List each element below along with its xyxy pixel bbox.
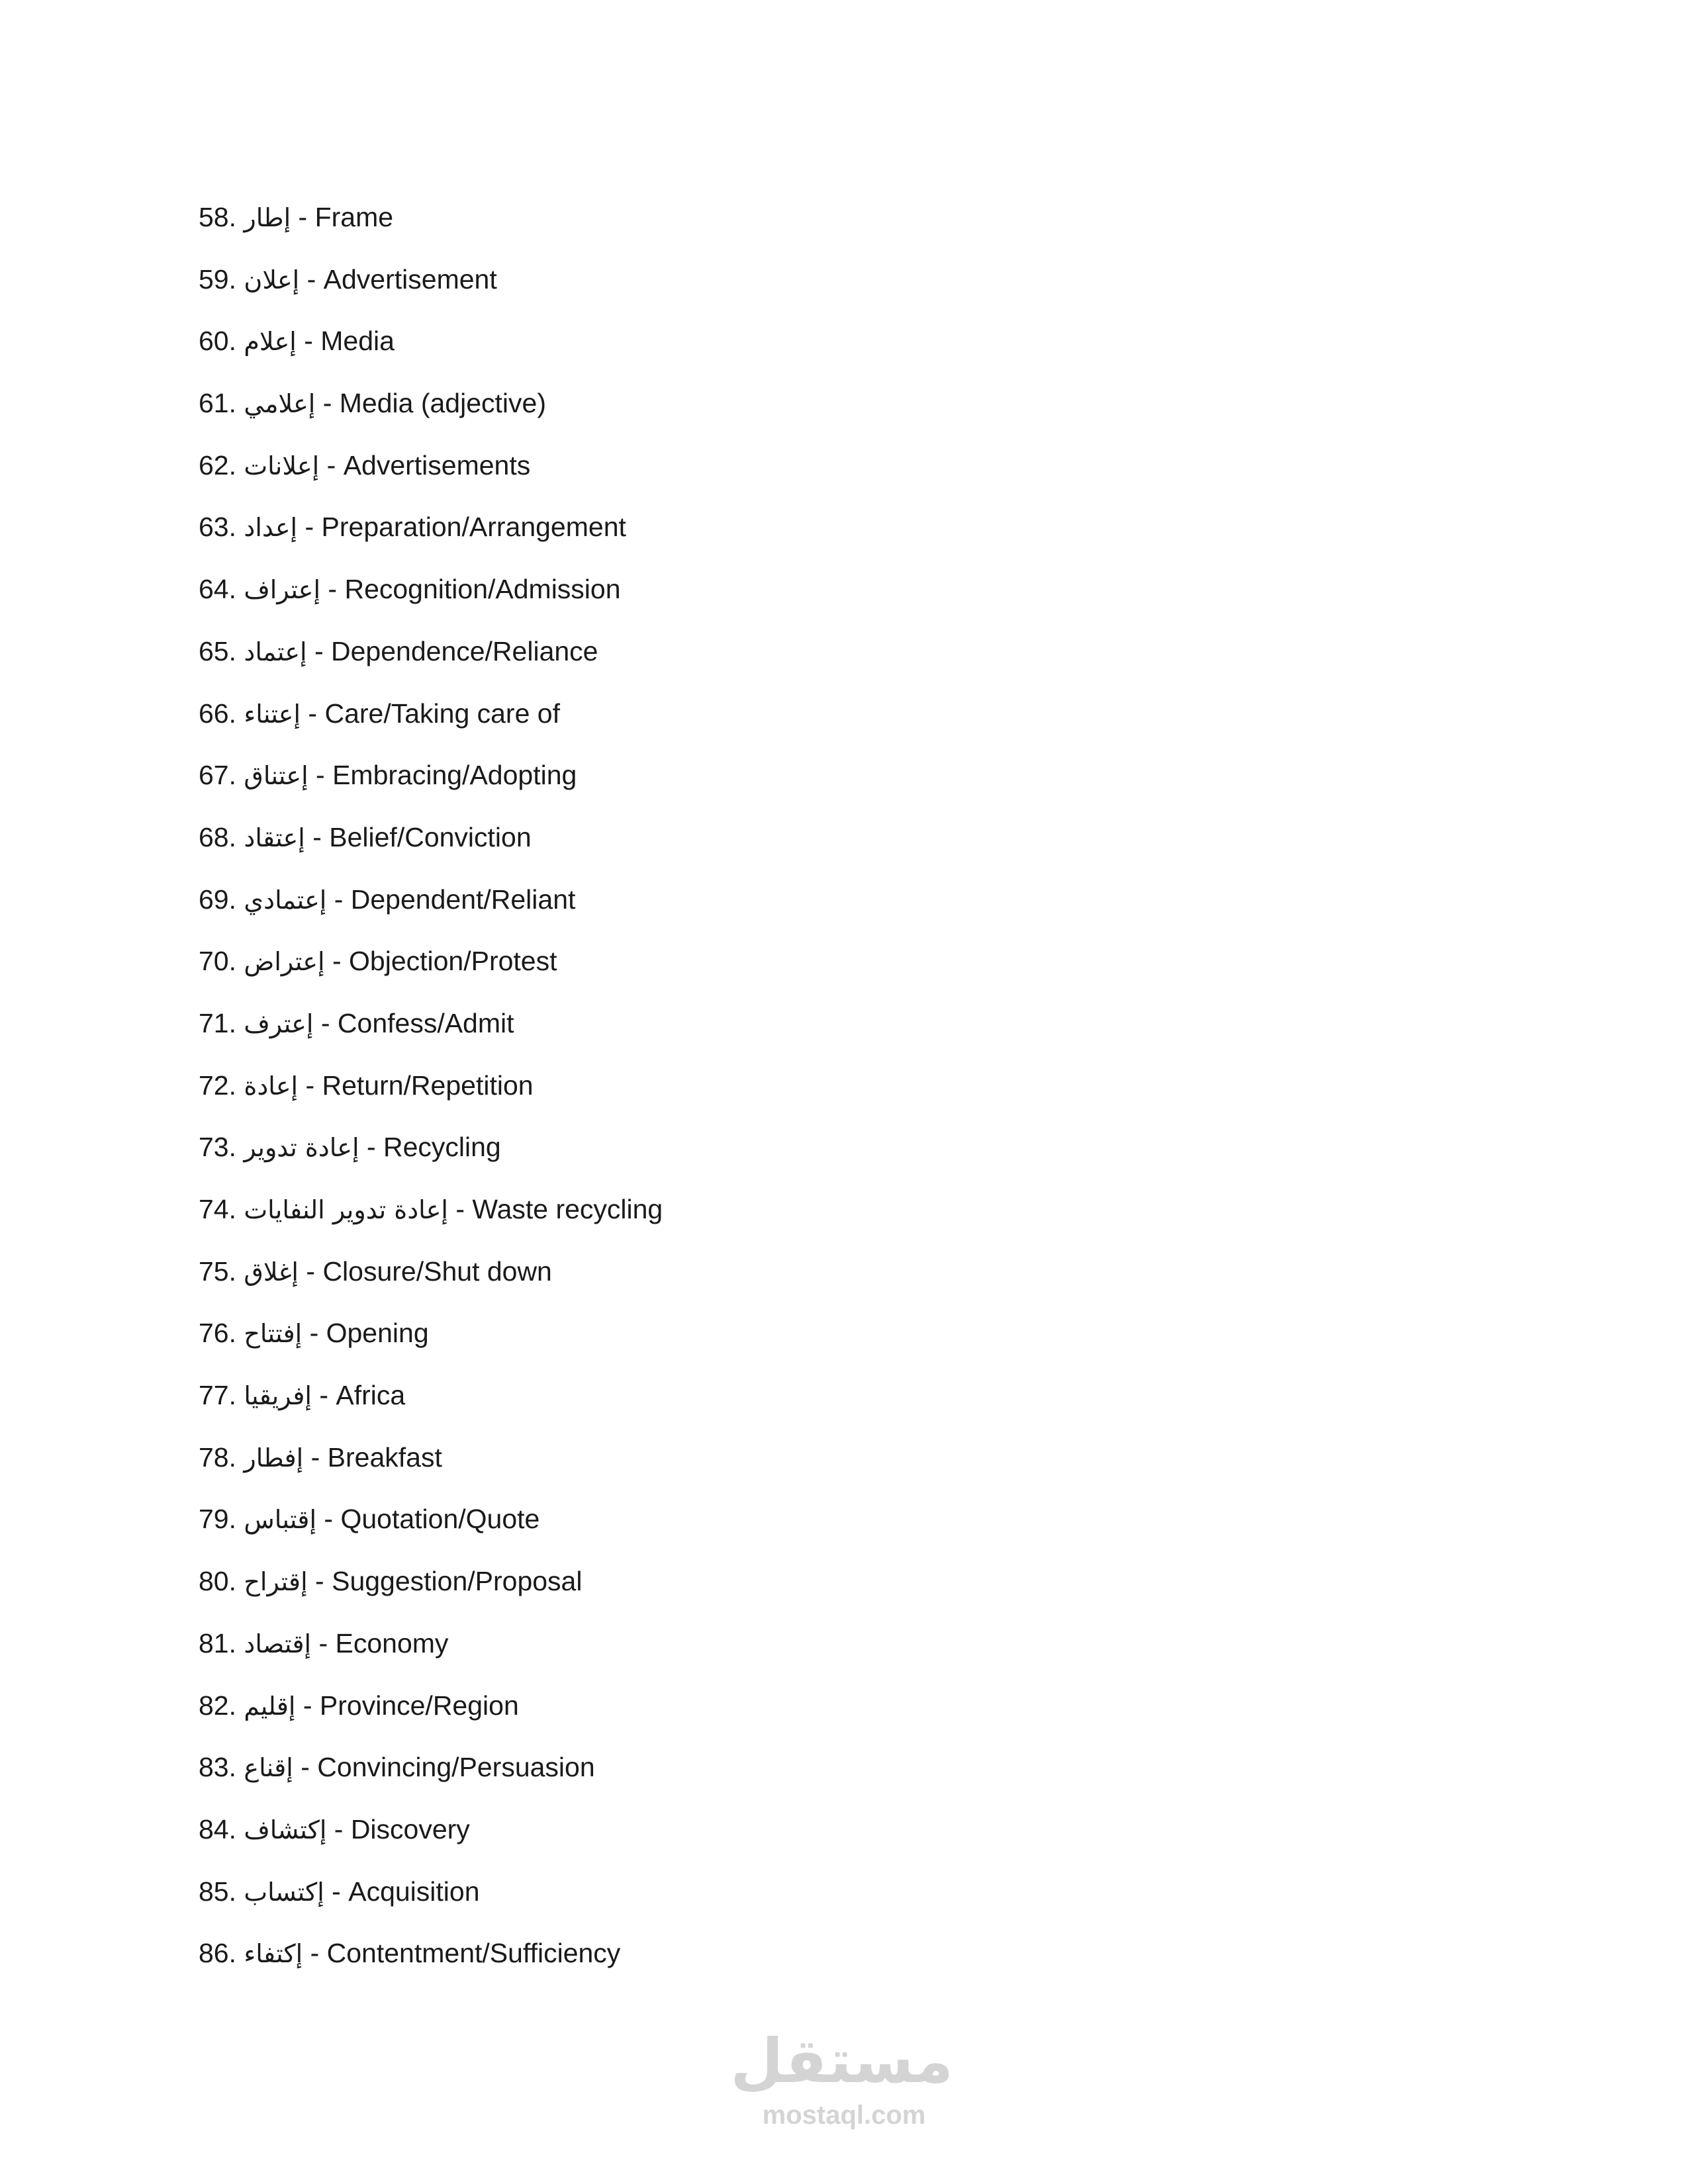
entry-number: 66. [199, 698, 236, 729]
entry-english-translation: Economy [335, 1627, 449, 1659]
entry-separator: - [316, 1504, 341, 1535]
entry-arabic-word: إكتشاف [244, 1815, 327, 1844]
entry-arabic-word: إعادة [244, 1071, 299, 1101]
entry-separator: - [320, 574, 345, 605]
entry-arabic-word: إقتراح [244, 1567, 308, 1597]
list-item [199, 1189, 1456, 1251]
entry-separator: - [291, 202, 315, 232]
entry-arabic-word: إعتماد [244, 637, 307, 666]
list-item [199, 1623, 1456, 1686]
entry-english-translation: Quotation/Quote [340, 1504, 540, 1535]
entry-separator: - [299, 263, 324, 295]
entry-number: 59. [199, 263, 236, 295]
entry-number: 60. [199, 326, 236, 357]
list-item [199, 1375, 1456, 1437]
entry-arabic-word: إعتراف [244, 575, 321, 605]
entry-english-translation: Suggestion/Proposal [332, 1566, 583, 1597]
entry-number: 73. [199, 1132, 236, 1163]
entry-english-translation: Acquisition [348, 1876, 480, 1907]
entry-number: 83. [199, 1752, 236, 1783]
entry-arabic-word: إغلاق [244, 1257, 299, 1287]
entry-separator: - [302, 1318, 326, 1349]
list-item [199, 507, 1456, 569]
list-item [199, 941, 1456, 1003]
entry-arabic-word: إعترف [244, 1009, 314, 1038]
list-item [199, 694, 1456, 756]
entry-separator: - [293, 1752, 318, 1783]
entry-arabic-word: إعتناق [244, 761, 308, 791]
entry-english-translation: Recycling [383, 1132, 501, 1163]
entry-english-translation: Care/Taking care of [324, 698, 560, 729]
entry-arabic-word: إعتقاد [244, 823, 305, 852]
entry-arabic-word: إقتصاد [244, 1629, 312, 1659]
entry-english-translation: Recognition/Admission [344, 574, 621, 605]
entry-english-translation: Contentment/Sufficiency [326, 1938, 621, 1969]
list-item [199, 1251, 1456, 1314]
entry-separator: - [306, 635, 332, 666]
list-item [199, 1809, 1456, 1872]
entry-arabic-word: إفطار [244, 1443, 304, 1473]
entry-separator: - [297, 512, 322, 543]
entry-separator: - [308, 760, 333, 791]
entry-arabic-word: إكتساب [244, 1877, 324, 1907]
list-item [199, 1066, 1456, 1128]
entry-english-translation: Closure/Shut down [322, 1255, 552, 1287]
entry-arabic-word: إفريقيا [244, 1381, 312, 1411]
entry-number: 80. [199, 1566, 236, 1597]
entry-number: 77. [199, 1380, 236, 1411]
vocabulary-list [199, 197, 1456, 1995]
list-item [199, 1561, 1456, 1623]
list-item [199, 1686, 1456, 1748]
entry-english-translation: Confess/Admit [337, 1007, 514, 1038]
entry-number: 81. [199, 1627, 236, 1659]
entry-number: 86. [199, 1938, 236, 1969]
entry-english-translation: Convincing/Persuasion [317, 1752, 595, 1783]
entry-separator: - [326, 1813, 351, 1844]
entry-number: 79. [199, 1504, 236, 1535]
entry-english-translation: Dependent/Reliant [350, 884, 576, 915]
entry-arabic-word: إعداد [244, 513, 298, 543]
watermark-domain: mostaql.com [762, 2101, 926, 2130]
list-item [199, 321, 1456, 383]
entry-english-translation: Return/Repetition [322, 1069, 534, 1101]
entry-english-translation: Media (adjective) [339, 388, 546, 419]
entry-arabic-word: إعلام [244, 327, 297, 357]
entry-arabic-word: إعلانات [244, 451, 320, 480]
entry-english-translation: Media [320, 326, 395, 357]
entry-english-translation: Dependence/Reliance [331, 635, 598, 666]
entry-number: 63. [199, 512, 236, 543]
list-item [199, 1499, 1456, 1561]
entry-number: 85. [199, 1876, 236, 1907]
entry-number: 64. [199, 574, 236, 605]
entry-number: 69. [199, 884, 236, 915]
list-item [199, 1003, 1456, 1066]
list-item [199, 1872, 1456, 1934]
list-item [199, 631, 1456, 694]
entry-number: 62. [199, 449, 236, 480]
entry-number: 84. [199, 1813, 236, 1844]
entry-number: 71. [199, 1007, 236, 1038]
entry-arabic-word: إقليم [244, 1691, 296, 1721]
entry-separator: - [303, 1938, 327, 1969]
list-item [199, 755, 1456, 817]
entry-number: 76. [199, 1318, 236, 1349]
entry-english-translation: Waste recycling [472, 1194, 663, 1224]
list-item [199, 880, 1456, 942]
entry-arabic-word: إعتراض [244, 947, 325, 977]
entry-english-translation: Breakfast [327, 1441, 442, 1473]
entry-english-translation: Opening [326, 1318, 429, 1349]
list-item [199, 817, 1456, 880]
entry-number: 72. [199, 1069, 236, 1101]
entry-separator: - [305, 821, 330, 852]
entry-arabic-word: إعتناء [244, 699, 301, 729]
entry-english-translation: Province/Region [319, 1690, 519, 1721]
entry-english-translation: Advertisement [323, 263, 497, 295]
entry-number: 58. [199, 202, 236, 232]
entry-separator: - [307, 1566, 332, 1597]
list-item [199, 197, 1456, 259]
list-item [199, 445, 1456, 508]
entry-number: 75. [199, 1255, 236, 1287]
entry-english-translation: Frame [314, 202, 394, 232]
entry-separator: - [298, 1069, 322, 1101]
entry-separator: - [326, 884, 351, 915]
entry-english-translation: Africa [336, 1380, 406, 1411]
entry-separator: - [296, 326, 321, 357]
entry-number: 65. [199, 635, 236, 666]
entry-separator: - [324, 946, 350, 977]
entry-separator: - [311, 1380, 336, 1411]
entry-separator: - [303, 1441, 328, 1473]
entry-separator: - [313, 1007, 338, 1038]
watermark [730, 2025, 953, 2144]
list-item [199, 383, 1456, 445]
entry-separator: - [324, 1876, 349, 1907]
entry-arabic-word: إقتباس [244, 1505, 317, 1535]
entry-arabic-word: إعتمادي [244, 885, 327, 915]
entry-number: 68. [199, 821, 236, 852]
entry-arabic-word: إعلامي [244, 389, 316, 419]
entry-arabic-word: إكتفاء [244, 1939, 303, 1969]
entry-separator: - [315, 388, 340, 419]
list-item [199, 1127, 1456, 1189]
list-item [199, 1437, 1456, 1500]
entry-number: 74. [199, 1194, 236, 1224]
entry-separator: - [319, 449, 344, 480]
entry-separator: - [295, 1690, 320, 1721]
entry-separator: - [299, 1255, 323, 1287]
entry-english-translation: Belief/Conviction [329, 821, 532, 852]
entry-arabic-word: إطار [244, 203, 291, 232]
entry-number: 78. [199, 1441, 236, 1473]
list-item [199, 1747, 1456, 1809]
list-item [199, 259, 1456, 322]
list-item [199, 1933, 1456, 1995]
entry-number: 61. [199, 388, 236, 419]
entry-english-translation: Preparation/Arrangement [321, 512, 626, 543]
entry-arabic-word: إقناع [244, 1753, 293, 1783]
entry-english-translation: Discovery [350, 1813, 470, 1844]
entry-arabic-word: إفتتاح [244, 1319, 303, 1349]
entry-arabic-word: إعادة تدوير النفايات [244, 1195, 448, 1224]
entry-separator: - [311, 1627, 336, 1659]
entry-separator: - [301, 698, 325, 729]
entry-separator: - [359, 1132, 383, 1163]
entry-number: 70. [199, 946, 236, 977]
entry-english-translation: Advertisements [343, 449, 531, 480]
entry-number: 82. [199, 1690, 236, 1721]
watermark-logo: مستقل [730, 2026, 953, 2097]
entry-arabic-word: إعلان [244, 265, 300, 295]
list-item [199, 1313, 1456, 1375]
list-item [199, 569, 1456, 631]
entry-number: 67. [199, 760, 236, 791]
entry-english-translation: Embracing/Adopting [332, 760, 577, 791]
entry-english-translation: Objection/Protest [349, 946, 557, 977]
entry-separator: - [447, 1194, 473, 1224]
entry-arabic-word: إعادة تدوير [244, 1133, 359, 1163]
